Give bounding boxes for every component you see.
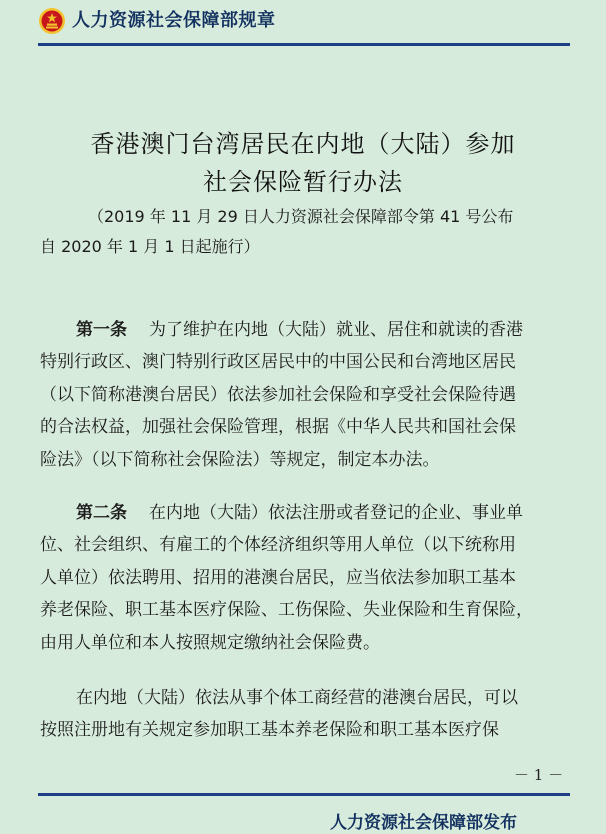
article-1-line: （以下简称港澳台居民）依法参加社会保险和享受社会保险待遇 [40,384,516,405]
footer-publisher: 人力资源社会保障部发布 [330,813,517,833]
page-number: － 1 － [514,766,564,784]
article-2-paragraph-2 [40,682,572,747]
article-1-line: 险法》（以下简称社会保险法）等规定，制定本办法。 [40,449,440,470]
article-2-label: 第二条 [76,503,127,523]
article-1-text: 为了维护在内地（大陆）就业、居住和就读的香港 [149,320,523,340]
article-1-line: 的合法权益，加强社会保险管理，根据《中华人民共和国社会保 [40,417,516,438]
document-title-line-2: 社会保险暂行办法 [203,168,403,196]
header-title: 人力资源社会保障部规章 [72,10,276,31]
document-title-line-1: 香港澳门台湾居民在内地（大陆）参加 [90,130,516,158]
article-1 [40,314,572,476]
article-2-text: 在内地（大陆）依法注册或者登记的企业、事业单 [149,503,523,523]
issuance-note-line-2: 自 2020 年 1 月 1 日起施行） [40,237,260,256]
issuance-note-line-1: （2019 年 11 月 29 日人力资源社会保障部令第 41 号公布 [88,207,514,226]
national-emblem-icon [38,7,66,35]
top-divider [38,43,570,46]
article-2-line: 由用人单位和本人按照规定缴纳社会保险费。 [40,632,380,653]
header-bar [0,0,606,44]
paragraph-line: 在内地（大陆）依法从事个体工商经营的港澳台居民，可以 [76,688,518,708]
article-2 [40,497,572,659]
article-1-label: 第一条 [76,320,127,340]
article-1-line: 特别行政区、澳门特别行政区居民中的中国公民和台湾地区居民 [40,352,516,373]
article-2-line [40,497,572,529]
article-1-line [40,314,572,346]
article-2-line: 人单位）依法聘用、招用的港澳台居民，应当依法参加职工基本 [40,567,516,588]
article-2-line: 位、社会组织、有雇工的个体经济组织等用人单位（以下统称用 [40,535,516,556]
paragraph-line: 按照注册地有关规定参加职工基本养老保险和职工基本医疗保 [40,720,499,741]
bottom-divider [38,793,570,796]
article-2-line: 养老保险、职工基本医疗保险、工伤保险、失业保险和生育保险， [40,600,533,621]
